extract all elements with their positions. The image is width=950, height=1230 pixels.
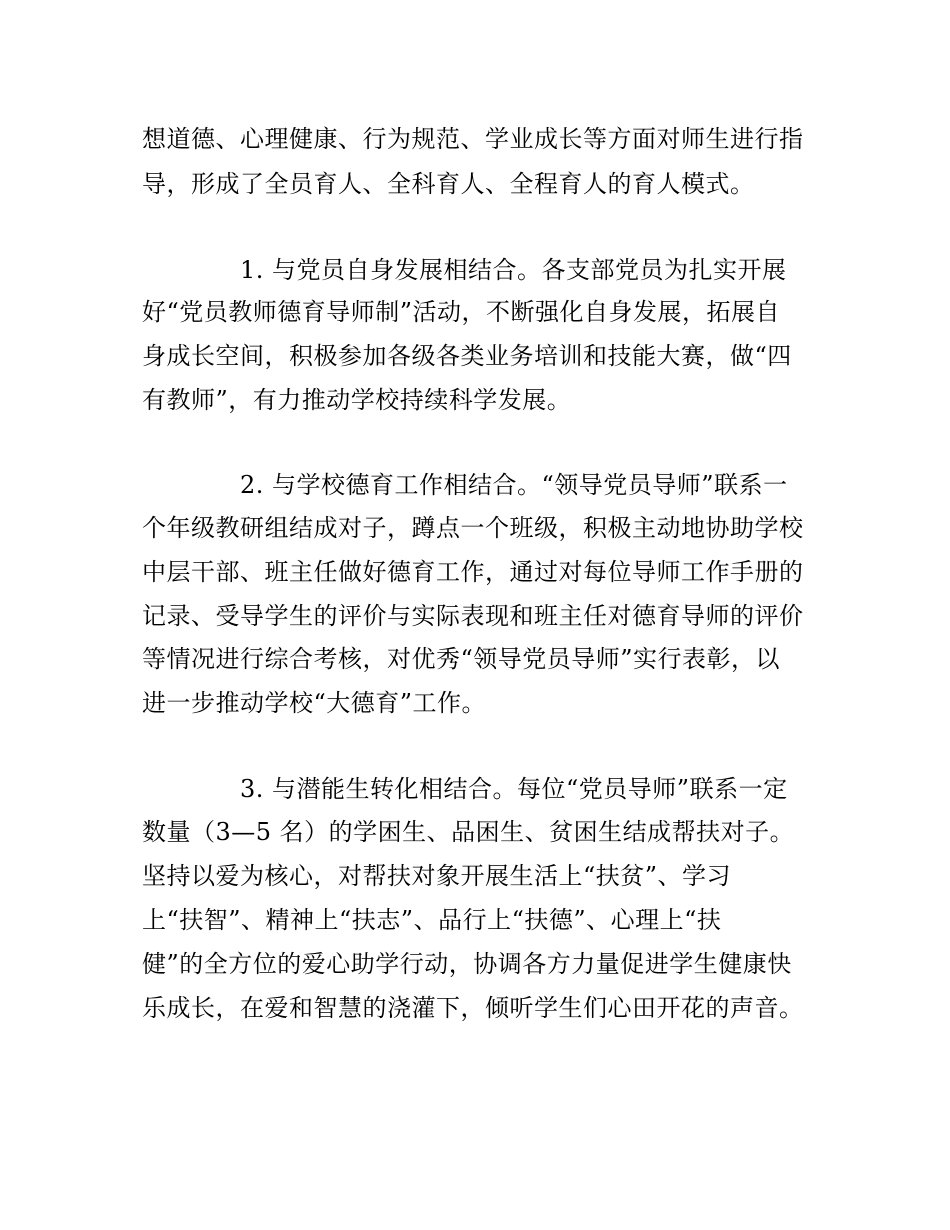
text-line: 等情况进行综合考核，对优秀“领导党员导师”实行表彰，以	[142, 645, 781, 673]
paragraph-1-heading-line: 1. 与党员自身发展相结合。各支部党员为扎实开展	[240, 256, 787, 284]
paragraph-3-heading-line: 3. 与潜能生转化相结合。每位“党员导师”联系一定	[240, 775, 788, 803]
text-line: 健”的全方位的爱心助学行动，协调各方力量促进学生健康快	[142, 950, 792, 978]
text-line: 进一步推动学校“大德育”工作。	[142, 689, 487, 717]
paragraph-2-heading-line: 2. 与学校德育工作相结合。“领导党员导师”联系一	[240, 471, 788, 499]
text-line: 身成长空间，积极参加各级各类业务培训和技能大赛，做“四	[142, 342, 792, 370]
text-line: 个年级教研组结成对子，蹲点一个班级，积极主动地协助学校	[142, 514, 804, 542]
text-line: 导，形成了全员育人、全科育人、全程育人的育人模式。	[142, 170, 755, 198]
text-line: 数量（3—5 名）的学困生、品困生、贫困生结成帮扶对子。	[142, 818, 795, 846]
text-line: 好“党员教师德育导师制”活动，不断强化自身发展，拓展自	[142, 298, 781, 326]
text-line: 中层干部、班主任做好德育工作，通过对每位导师工作手册的	[142, 558, 804, 586]
text-line: 上“扶智”、精神上“扶志”、品行上“扶德”、心理上“扶	[142, 906, 722, 934]
text-line: 记录、受导学生的评价与实际表现和班主任对德育导师的评价	[142, 602, 804, 630]
text-line: 有教师”，有力推动学校持续科学发展。	[142, 386, 572, 414]
text-line: 坚持以爱为核心，对帮扶对象开展生活上“扶贫”、学习	[142, 862, 732, 890]
text-line: 乐成长，在爱和智慧的浇灌下，倾听学生们心田开花的声音。	[142, 994, 804, 1022]
text-line: 想道德、心理健康、行为规范、学业成长等方面对师生进行指	[142, 125, 804, 153]
